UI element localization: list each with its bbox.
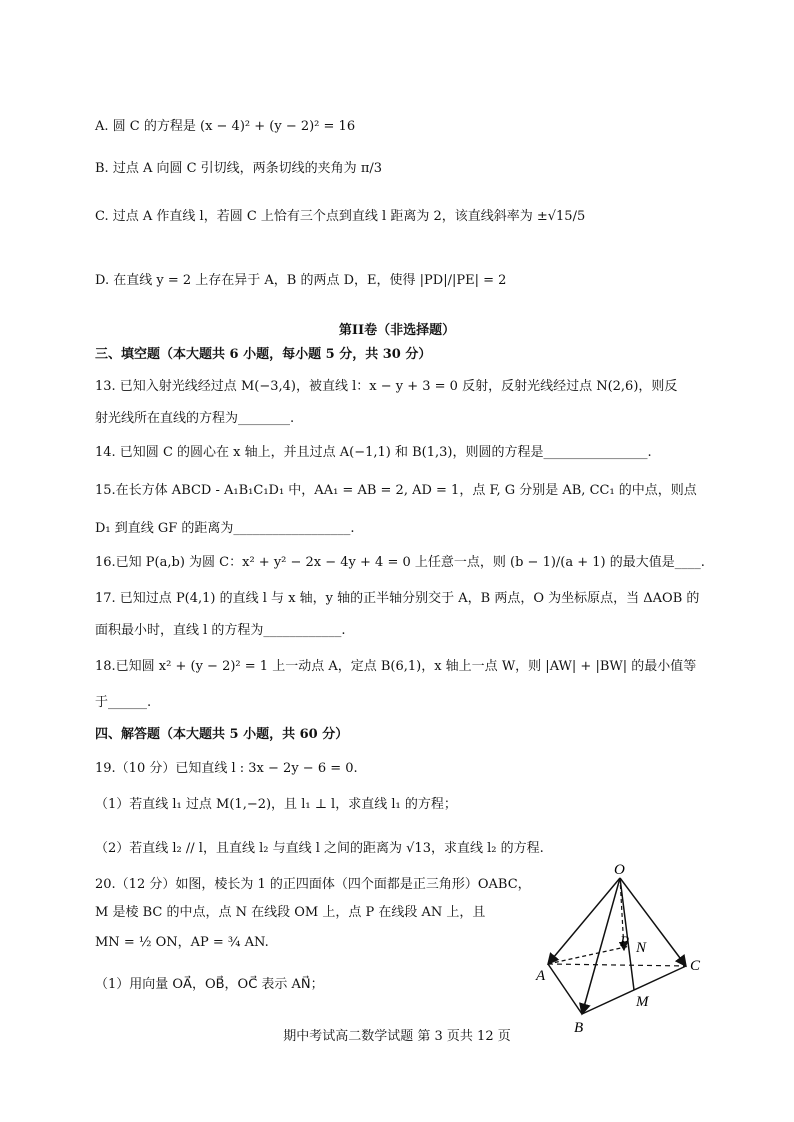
q15-line1: 15.在长方体 ABCD - A₁B₁C₁D₁ 中，AA₁ = AB = 2, AD = 1，点 F, G 分别是 AB, CC₁ 的中点，则点 — [95, 483, 697, 498]
q17-line1: 17. 已知过点 P(4,1) 的直线 l 与 x 轴，y 轴的正半轴分别交于 A，B 两点，O 为坐标原点，当 ΔAOB 的 — [95, 591, 700, 606]
section3-heading: 三、填空题（本大题共 6 小题，每小题 5 分，共 30 分） — [95, 347, 432, 362]
label-b: B — [574, 1020, 584, 1036]
page-footer: 期中考试高二数学试题 第 3 页共 12 页 — [283, 1029, 511, 1044]
label-a: A — [536, 968, 546, 984]
option-c: C. 过点 A 作直线 l，若圆 C 上恰有三个点到直线 l 距离为 2，该直线斜率为 ±√15/5 — [95, 209, 586, 224]
q16: 16.已知 P(a,b) 为圆 C：x² + y² − 2x − 4y + 4 = 0 上任意一点，则 (b − 1)/(a + 1) 的最大值是____. — [95, 555, 705, 570]
label-p: P — [620, 934, 630, 950]
edge-ab — [548, 964, 582, 1014]
q17-line2: 面积最小时，直线 l 的方程为____________. — [95, 623, 346, 638]
edge-oa — [548, 878, 620, 964]
q20-line1: 20.（12 分）如图，棱长为 1 的正四面体（四个面都是正三角形）OABC， — [95, 877, 531, 892]
q20-part1: （1）用向量 OA⃗，OB⃗，OC⃗ 表示 AN⃗； — [95, 977, 324, 992]
label-n: N — [636, 940, 647, 956]
edge-ob — [582, 878, 620, 1014]
q19-part1: （1）若直线 l₁ 过点 M(1,−2)，且 l₁ ⊥ l，求直线 l₁ 的方程； — [95, 797, 457, 812]
label-c: C — [690, 958, 701, 974]
volume-title: 第II卷（非选择题） — [338, 323, 456, 338]
q20-line3: MN = ½ ON，AP = ¾ AN. — [95, 935, 269, 950]
q13-line1: 13. 已知入射光线经过点 M(−3,4)，被直线 l：x − y + 3 = 0 反射，反射光线经过点 N(2,6)，则反 — [95, 379, 678, 394]
q13-line2: 射光线所在直线的方程为________. — [95, 411, 295, 426]
option-d: D. 在直线 y = 2 上存在异于 A，B 的两点 D，E，使得 |PD|/|PE| = 2 — [95, 273, 507, 288]
label-m: M — [636, 994, 649, 1010]
q20-line2: M 是棱 BC 的中点，点 N 在线段 OM 上，点 P 在线段 AN 上，且 — [95, 905, 486, 920]
q19: 19.（10 分）已知直线 l : 3x − 2y − 6 = 0. — [95, 761, 358, 776]
q18-line1: 18.已知圆 x² + (y − 2)² = 1 上一动点 A，定点 B(6,1)，x 轴上一点 W，则 |AW| + |BW| 的最小值等 — [95, 659, 697, 674]
option-b: B. 过点 A 向圆 C 引切线，两条切线的夹角为 π/3 — [95, 161, 383, 176]
q14: 14. 已知圆 C 的圆心在 x 轴上，并且过点 A(−1,1) 和 B(1,3)，则圆的方程是________________. — [95, 445, 652, 460]
tetrahedron-figure — [530, 862, 710, 1042]
section4-heading: 四、解答题（本大题共 5 小题，共 60 分） — [95, 727, 349, 742]
q18-line2: 于______. — [95, 695, 152, 710]
q15-line2: D₁ 到直线 GF 的距离为__________________. — [95, 521, 355, 536]
q19-part2: （2）若直线 l₂ // l，且直线 l₂ 与直线 l 之间的距离为 √13，求直线 l₂ 的方程. — [95, 841, 544, 856]
edge-ac-hidden — [548, 964, 686, 966]
label-o: O — [614, 862, 625, 878]
option-a: A. 圆 C 的方程是 (x − 4)² + (y − 2)² = 16 — [95, 119, 356, 134]
